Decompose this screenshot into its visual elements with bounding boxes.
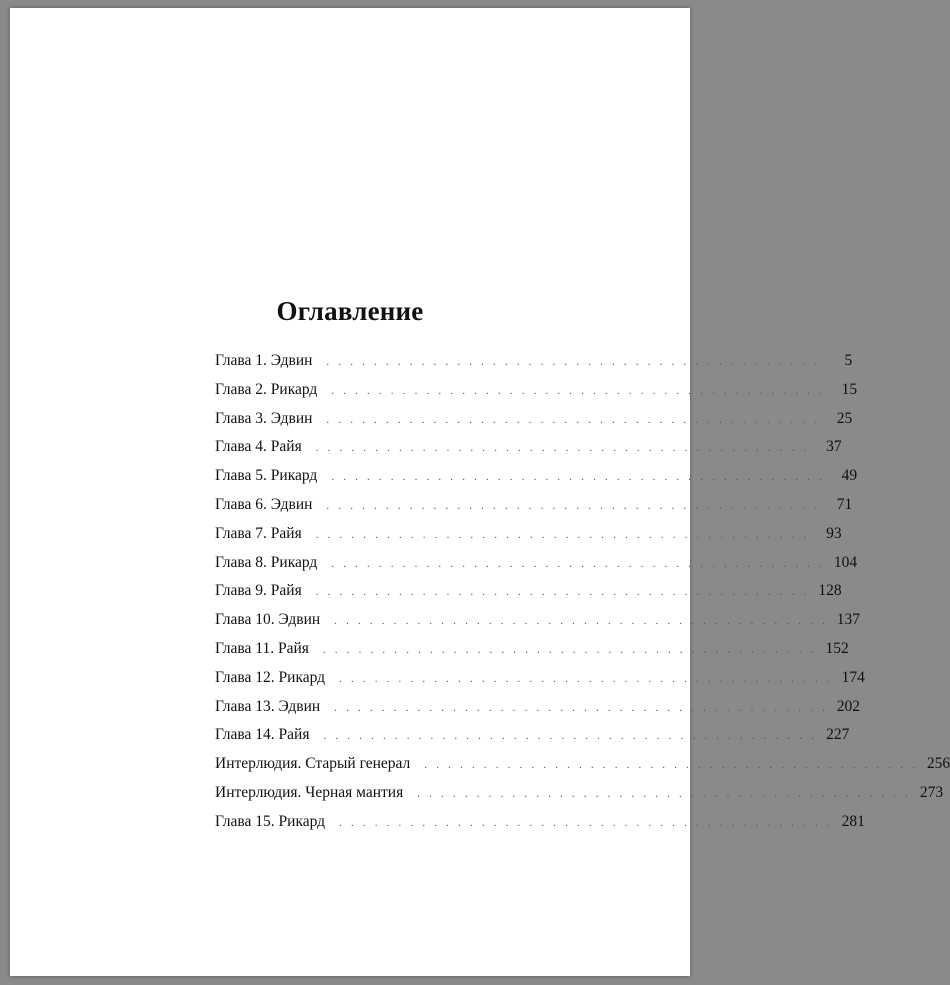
toc-entry[interactable] <box>215 438 842 467</box>
toc-entry-title: Глава 11. Райя <box>215 639 309 657</box>
toc-page-number: 49 <box>841 467 858 485</box>
toc-dot-leader: . . . . . . . . . . . . . . . . . . . . . . . . . . . . . . . . . . . . . . . . . . <box>326 356 821 368</box>
toc-dot-leader: . . . . . . . . . . . . . . . . . . . . . . . . . . . . . . . . . . . . . . . . . . <box>315 528 810 541</box>
toc-page-number: 71 <box>836 495 853 513</box>
toc-entry-title: Интерлюдия. Старый генерал <box>215 755 411 773</box>
toc-entry-title: Глава 6. Эдвин <box>215 495 313 513</box>
toc-page-number: 25 <box>836 409 853 427</box>
toc-entry[interactable] <box>215 409 853 439</box>
toc-page-number: 104 <box>833 553 858 571</box>
toc-entry[interactable] <box>215 524 842 554</box>
toc-dot-leader: . . . . . . . . . . . . . . . . . . . . . . . . . . . . . . . . . . . . . . . . . . <box>334 701 829 714</box>
toc-dot-leader: . . . . . . . . . . . . . . . . . . . . . . . . . . . . . . . . . . . . . . . . . . <box>331 471 826 484</box>
toc-dot-leader: . . . . . . . . . . . . . . . . . . . . . . . . . . . . . . . . . . . . . . . . . . <box>322 643 817 656</box>
toc-dot-leader: . . . . . . . . . . . . . . . . . . . . . . . . . . . . . . . . . . . . . . . . . . <box>326 499 821 512</box>
toc-dot-leader: . . . . . . . . . . . . . . . . . . . . . . . . . . . . . . . . . . . . . . . . . . <box>326 413 821 426</box>
toc-entry-title: Глава 12. Рикард <box>215 668 326 686</box>
toc-entry-title: Глава 13. Эдвин <box>215 697 321 715</box>
toc-entry-title: Глава 8. Рикард <box>215 553 318 571</box>
toc-dot-leader: . . . . . . . . . . . . . . . . . . . . . . . . . . . . . . . . . . . . . . . . . . <box>331 557 826 570</box>
toc-entry[interactable] <box>215 495 853 525</box>
toc-entry-title: Глава 5. Рикард <box>215 467 318 485</box>
toc-dot-leader: . . . . . . . . . . . . . . . . . . . . . . . . . . . . . . . . . . . . . . . . . . <box>339 672 833 685</box>
toc-dot-leader: . . . . . . . . . . . . . . . . . . . . . . . . . . . . . . . . . . . . . . . . . . <box>334 615 829 628</box>
toc-page-number: 128 <box>818 582 842 600</box>
toc-entry[interactable] <box>215 755 950 784</box>
toc-entry-title: Интерлюдия. Черная мантия <box>215 783 404 801</box>
toc-entry[interactable] <box>215 380 858 410</box>
toc-dot-leader: . . . . . . . . . . . . . . . . . . . . . . . . . . . . . . . . . . . . . . . . . . <box>417 787 912 800</box>
toc-entry[interactable] <box>215 639 849 669</box>
toc-entry[interactable] <box>215 726 850 755</box>
toc-page-number: 273 <box>919 783 944 801</box>
toc-page-number: 37 <box>826 438 842 456</box>
toc-entry-title: Глава 3. Эдвин <box>215 409 313 427</box>
toc-entry[interactable] <box>215 467 858 496</box>
toc-entry[interactable] <box>215 553 858 583</box>
toc-entry[interactable] <box>215 582 842 611</box>
toc-entry-title: Глава 9. Райя <box>215 582 302 600</box>
toc-page-number: 137 <box>836 611 861 629</box>
toc-entry[interactable] <box>215 668 865 698</box>
toc-entry[interactable] <box>215 611 861 640</box>
toc-page-number: 256 <box>926 755 950 773</box>
toc-entry[interactable] <box>215 697 861 727</box>
toc-entry-title: Глава 10. Эдвин <box>215 611 321 629</box>
toc-page-number: 174 <box>841 668 865 686</box>
toc-dot-leader: . . . . . . . . . . . . . . . . . . . . . . . . . . . . . . . . . . . . . . . . . . <box>315 442 810 455</box>
toc-page-number: 15 <box>841 380 858 398</box>
toc-entry[interactable] <box>215 352 853 381</box>
page-title: Оглавление <box>276 296 424 326</box>
toc-entry-title: Глава 14. Райя <box>215 726 310 744</box>
toc-dot-leader: . . . . . . . . . . . . . . . . . . . . . . . . . . . . . . . . . . . . . . . . . . <box>424 759 919 772</box>
toc-dot-leader: . . . . . . . . . . . . . . . . . . . . . . . . . . . . . . . . . . . . . . . . . . <box>339 816 833 829</box>
toc-dot-leader: . . . . . . . . . . . . . . . . . . . . . . . . . . . . . . . . . . . . . . . . . . <box>323 730 818 743</box>
toc-entry-title: Глава 15. Рикард <box>215 812 326 830</box>
toc-page-number: 202 <box>836 697 861 715</box>
toc-dot-leader: . . . . . . . . . . . . . . . . . . . . . . . . . . . . . . . . . . . . . . . . . . <box>331 384 826 397</box>
toc-page-number: 281 <box>841 812 865 830</box>
document-page <box>10 8 950 976</box>
toc-entry[interactable] <box>215 812 865 842</box>
toc-entry-title: Глава 1. Эдвин <box>215 352 313 369</box>
toc-page-number: 93 <box>826 524 842 542</box>
toc-page-number: 227 <box>826 726 850 744</box>
toc-entry-title: Глава 4. Райя <box>215 438 302 456</box>
table-of-contents <box>215 352 950 842</box>
toc-entry-title: Глава 7. Райя <box>215 524 302 542</box>
toc-entry[interactable] <box>215 783 944 813</box>
toc-page-number: 152 <box>825 639 849 657</box>
toc-entry-title: Глава 2. Рикард <box>215 380 318 398</box>
toc-page-number: 5 <box>844 352 853 369</box>
toc-dot-leader: . . . . . . . . . . . . . . . . . . . . . . . . . . . . . . . . . . . . . . . . . . <box>315 586 810 599</box>
